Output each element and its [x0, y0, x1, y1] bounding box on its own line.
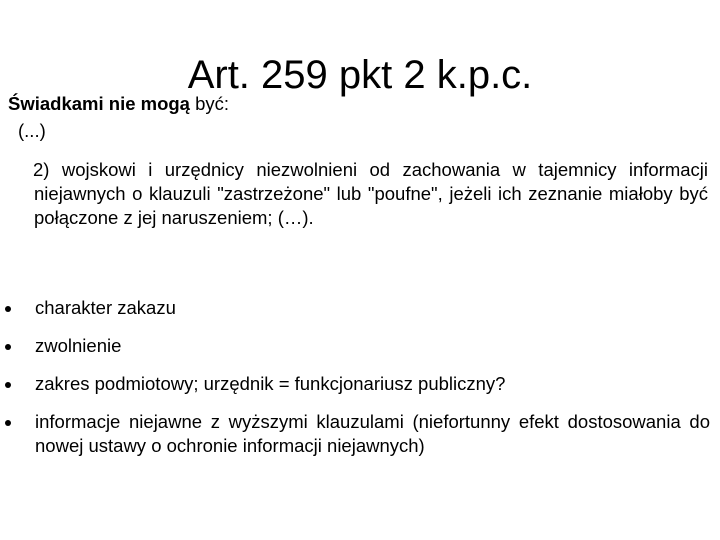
bullet-dot-icon	[5, 382, 11, 388]
bullet-item	[0, 334, 710, 358]
bullet-item	[0, 410, 710, 458]
bullet-text: zwolnienie	[35, 335, 122, 356]
bullet-list	[0, 296, 710, 472]
slide-title: Art. 259 pkt 2 k.p.c.	[187, 52, 533, 97]
bullet-text: charakter zakazu	[35, 297, 176, 318]
slide-content	[8, 92, 708, 230]
bullet-text: informacje niejawne z wyższymi klauzulami (niefortunny efekt dostosowania do nowej ustawy o ochronie informacji niejawnych)	[35, 411, 710, 456]
bullet-item	[0, 296, 710, 320]
bullet-item	[0, 372, 710, 396]
intro-line	[8, 92, 708, 116]
bullet-dot-icon	[5, 306, 11, 312]
bullet-dot-icon	[5, 420, 11, 426]
omission-marker: (...)	[18, 120, 46, 141]
bullet-dot-icon	[5, 344, 11, 350]
legal-point-2: 2) wojskowi i urzędnicy niezwolnieni od zachowania w tajemnicy informacji niejawnych o klauzuli "zastrzeżone" lub "poufne", jeżeli ich zeznanie miałoby być połączone z jej naruszeniem; (…).	[33, 159, 708, 228]
intro-regular-text: być:	[189, 93, 230, 114]
intro-bold-text: Świadkami nie mogą	[8, 93, 190, 114]
bullet-text: zakres podmiotowy; urzędnik = funkcjonariusz publiczny?	[35, 373, 506, 394]
